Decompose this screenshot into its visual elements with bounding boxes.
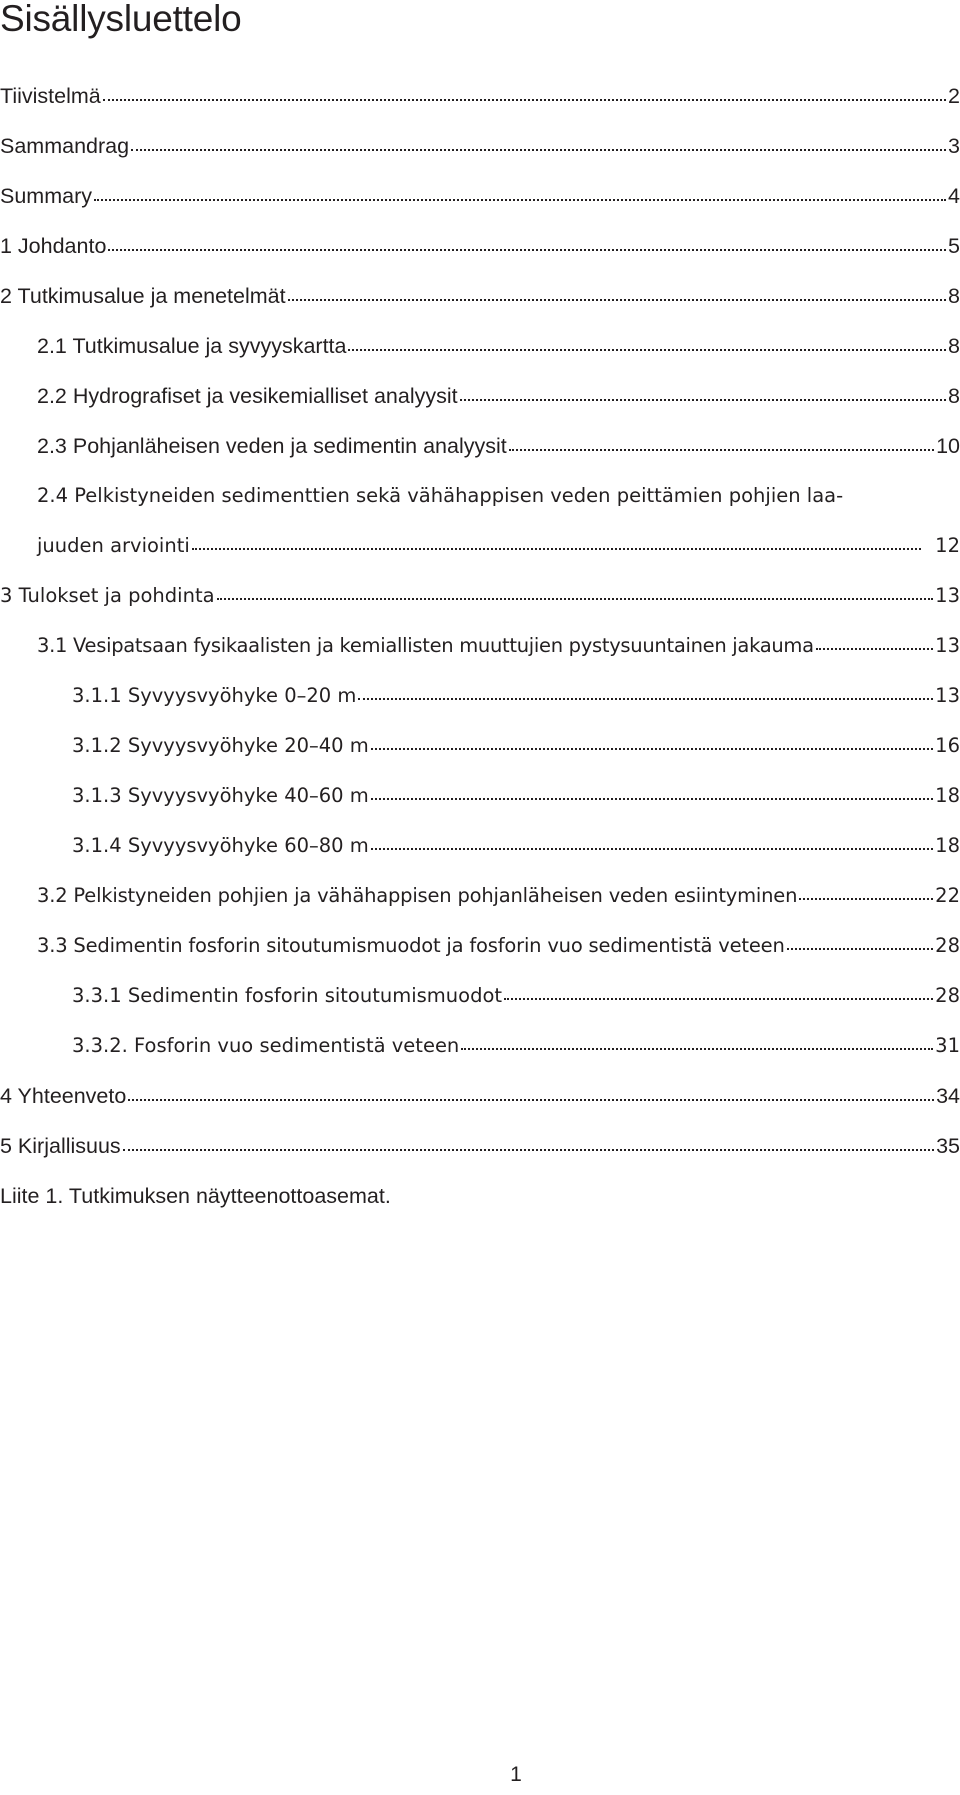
toc-entry-label: 3.1.1 Syvyysvyöhyke 0–20 m <box>72 684 357 707</box>
toc-entry-label: 1 Johdanto <box>0 234 107 258</box>
leader-dots <box>131 148 946 151</box>
toc-entry-label: 5 Kirjallisuus <box>0 1134 121 1158</box>
toc-entry-label: 3 Tulokset ja pohdinta <box>0 584 215 607</box>
toc-entry-label: Tiivistelmä <box>0 84 101 108</box>
toc-entry-label: 3.2 Pelkistyneiden pohjien ja vähähappisen pohjanläheisen veden esiintyminen <box>37 884 798 907</box>
toc-entry-page: 4 <box>948 184 960 208</box>
toc-entry-2-1[interactable] <box>37 334 960 366</box>
toc-entry-3-3[interactable] <box>37 934 960 966</box>
toc-entry-page: 18 <box>935 834 960 857</box>
toc-entry-3-3-2[interactable] <box>72 1034 960 1066</box>
toc-entry-yhteenveto[interactable] <box>0 1084 960 1116</box>
toc-entry-label: 3.3.2. Fosforin vuo sedimentistä veteen <box>72 1034 460 1057</box>
toc-entry-label: 3.1.4 Syvyysvyöhyke 60–80 m <box>72 834 369 857</box>
toc-entry-3-1-4[interactable] <box>72 834 960 866</box>
toc-entry-page: 8 <box>948 384 960 408</box>
leader-dots <box>799 897 933 900</box>
leader-dots <box>371 847 933 850</box>
toc-entry-3-1-3[interactable] <box>72 784 960 816</box>
toc-entry-page: 2 <box>948 84 960 108</box>
toc-entry-label: 4 Yhteenveto <box>0 1084 127 1108</box>
toc-entry-label: 3.1 Vesipatsaan fysikaalisten ja kemiallisten muuttujien pystysuuntainen jakauma <box>37 634 814 657</box>
toc-entry-page: 31 <box>935 1034 960 1057</box>
toc-entry-3-2[interactable] <box>37 884 960 916</box>
leader-dots <box>371 797 933 800</box>
toc-entry-label: 3.1.3 Syvyysvyöhyke 40–60 m <box>72 784 369 807</box>
toc-entry-2-3[interactable] <box>37 434 960 466</box>
toc-entry-label: juuden arviointi <box>37 534 190 557</box>
toc-entry-page: 3 <box>948 134 960 158</box>
toc-entry-johdanto[interactable] <box>0 234 960 266</box>
toc-entry-page: 13 <box>935 584 960 607</box>
leader-dots <box>94 198 946 201</box>
toc-entry-page: 12 <box>935 534 960 557</box>
toc-entry-page: 5 <box>948 234 960 258</box>
toc-entry-summary[interactable] <box>0 184 960 216</box>
toc-entry-label: 3.3 Sedimentin fosforin sitoutumismuodot ja fosforin vuo sedimentistä veteen <box>37 934 785 957</box>
leader-dots <box>123 1148 934 1151</box>
leader-dots <box>288 298 946 301</box>
toc-entry-label: 2 Tutkimusalue ja menetelmät <box>0 284 286 308</box>
leader-dots <box>504 997 933 1000</box>
toc-entry-page: 28 <box>935 934 960 957</box>
leader-dots <box>787 947 934 950</box>
toc-entry-label: 3.1.2 Syvyysvyöhyke 20–40 m <box>72 734 369 757</box>
leader-dots <box>509 448 934 451</box>
toc-entry-tulokset[interactable] <box>0 584 960 616</box>
leader-dots <box>371 747 933 750</box>
toc-entry-page: 8 <box>948 284 960 308</box>
toc-entry-3-3-1[interactable] <box>72 984 960 1016</box>
toc-entry-sammandrag[interactable] <box>0 134 960 166</box>
leader-dots <box>128 1098 934 1101</box>
appendix-entry[interactable]: Liite 1. Tutkimuksen näytteenottoasemat. <box>0 1184 391 1208</box>
toc-entry-tutkimusalue[interactable] <box>0 284 960 316</box>
leader-dots <box>358 697 933 700</box>
leader-dots <box>217 597 934 600</box>
toc-entry-3-1-1[interactable] <box>72 684 960 716</box>
toc-entry-page: 13 <box>935 684 960 707</box>
leader-dots <box>461 1047 933 1050</box>
toc-entry-kirjallisuus[interactable] <box>0 1134 960 1166</box>
toc-entry-page: 13 <box>935 634 960 657</box>
toc-entry-label: 2.3 Pohjanläheisen veden ja sedimentin analyysit <box>37 434 507 458</box>
leader-dots <box>460 398 946 401</box>
toc-entry-3-1-2[interactable] <box>72 734 960 766</box>
leader-dots <box>192 547 921 550</box>
toc-entry-page: 28 <box>935 984 960 1007</box>
toc-entry-label: 3.3.1 Sedimentin fosforin sitoutumismuodot <box>72 984 503 1007</box>
toc-entry-page: 10 <box>936 434 960 458</box>
toc-entry-label: 2.1 Tutkimusalue ja syvyyskartta <box>37 334 347 358</box>
toc-entry-label: Sammandrag <box>0 134 130 158</box>
toc-entry-page: 16 <box>935 734 960 757</box>
page-number: 1 <box>510 1763 522 1786</box>
toc-entry-2-4-line1[interactable]: 2.4 Pelkistyneiden sedimenttien sekä vähähappisen veden peittämien pohjien laa- <box>37 484 844 507</box>
page-title: Sisällysluettelo <box>0 0 242 39</box>
toc-entry-page: 35 <box>936 1134 960 1158</box>
leader-dots <box>348 348 946 351</box>
toc-entry-tiivistelma[interactable] <box>0 84 960 116</box>
toc-entry-label: Summary <box>0 184 92 208</box>
leader-dots <box>103 98 946 101</box>
toc-entry-page: 22 <box>935 884 960 907</box>
leader-dots <box>108 248 946 251</box>
toc-entry-page: 34 <box>936 1084 960 1108</box>
leader-dots <box>816 647 933 650</box>
toc-entry-label: 2.2 Hydrografiset ja vesikemialliset analyysit <box>37 384 458 408</box>
toc-entry-page: 18 <box>935 784 960 807</box>
toc-entry-3-1[interactable] <box>37 634 960 666</box>
toc-entry-page: 8 <box>948 334 960 358</box>
toc-entry-2-2[interactable] <box>37 384 960 416</box>
toc-entry-2-4[interactable] <box>37 534 960 566</box>
